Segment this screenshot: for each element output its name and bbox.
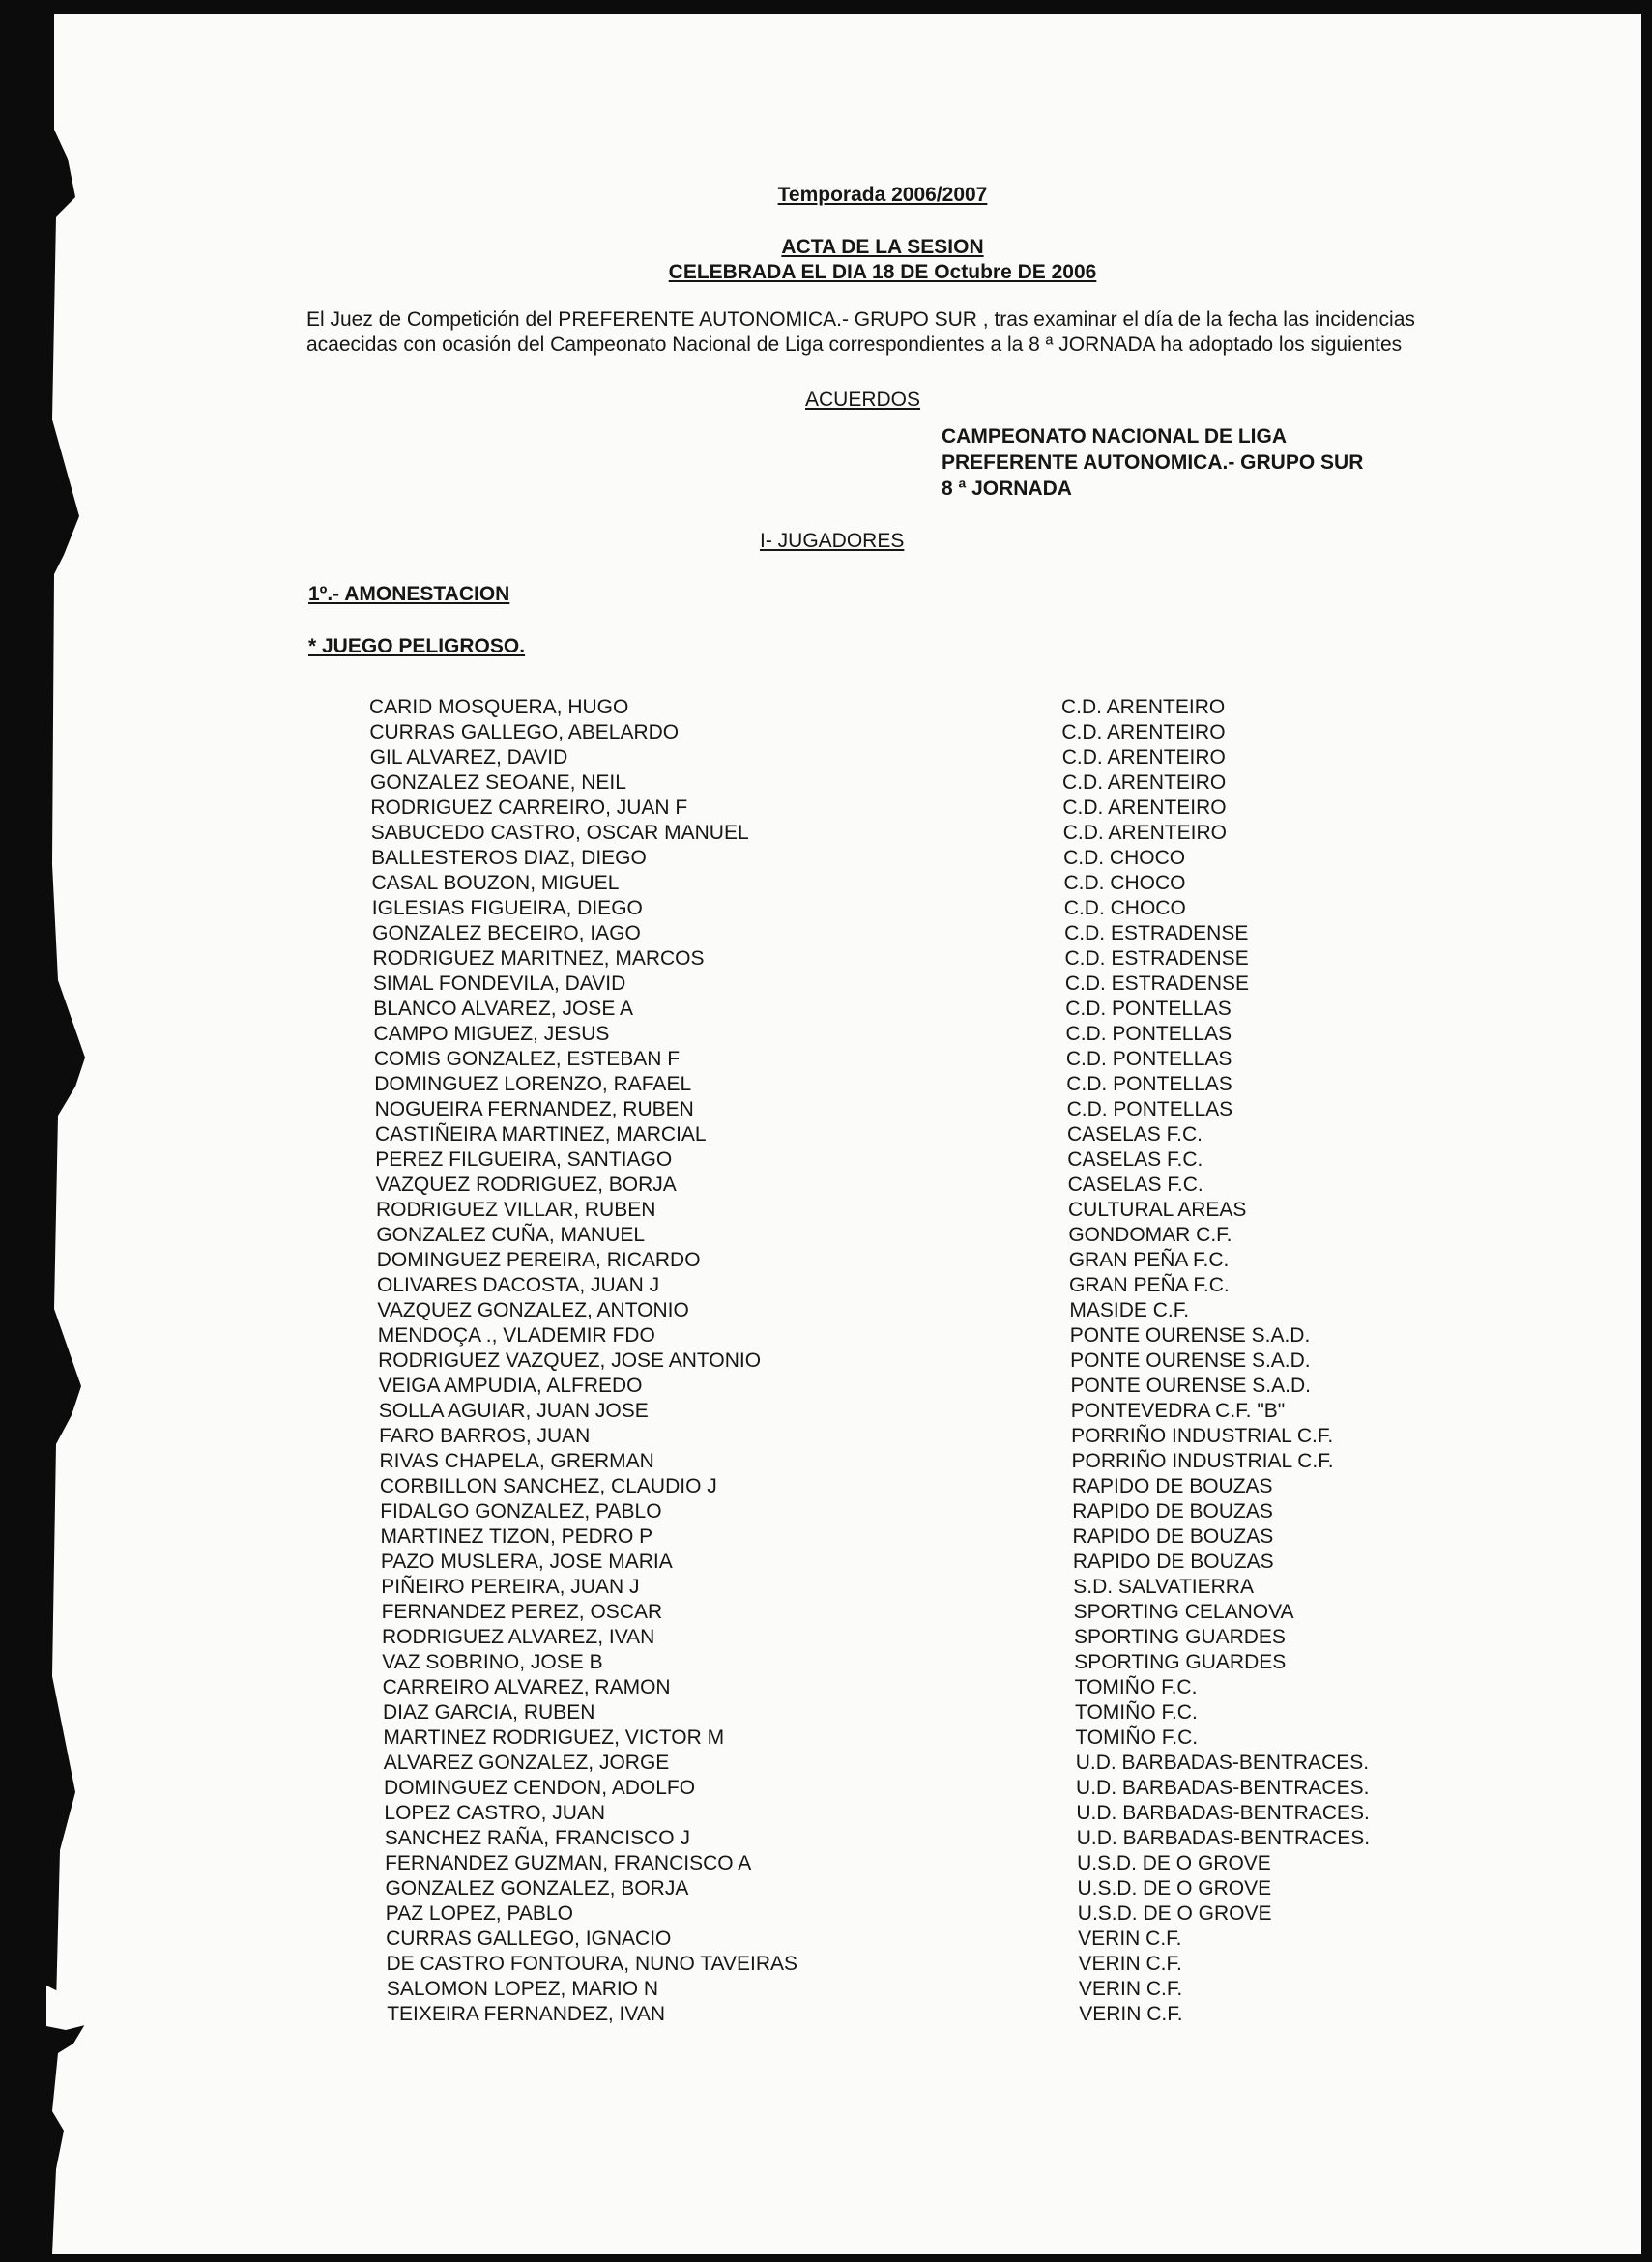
player-row [383, 1700, 1543, 1726]
player-name: DIAZ GARCIA, RUBEN [383, 1701, 595, 1724]
player-club: C.D. ARENTEIRO [1061, 746, 1226, 768]
session-date: CELEBRADA EL DIA 18 DE Octubre DE 2006 [668, 261, 1097, 283]
player-name: OLIVARES DACOSTA, JUAN J [377, 1274, 660, 1296]
player-row [372, 921, 1532, 946]
player-row [370, 745, 1530, 770]
player-row [379, 1424, 1539, 1449]
player-club: SPORTING GUARDES [1073, 1626, 1286, 1648]
player-club: PONTE OURENSE S.A.D. [1069, 1324, 1311, 1347]
player-name: CARID MOSQUERA, HUGO [369, 696, 629, 718]
player-club: MASIDE C.F. [1069, 1299, 1190, 1321]
player-club: PONTE OURENSE S.A.D. [1070, 1349, 1311, 1372]
championship-line-1: CAMPEONATO NACIONAL DE LIGA [942, 425, 1288, 448]
player-name: MARTINEZ TIZON, PEDRO P [380, 1525, 653, 1548]
player-row [380, 1499, 1540, 1524]
player-name: GIL ALVAREZ, DAVID [369, 746, 568, 768]
player-row [387, 1952, 1547, 1977]
player-club: TOMIÑO F.C. [1075, 1701, 1198, 1724]
player-name: NOGUEIRA FERNANDEZ, RUBEN [374, 1098, 694, 1120]
player-club: C.D. ESTRADENSE [1064, 922, 1249, 944]
player-name: MENDOÇA ., VLADEMIR FDO [377, 1324, 655, 1347]
player-club: U.D. BARBADAS-BENTRACES. [1076, 1777, 1370, 1799]
player-club: U.D. BARBADAS-BENTRACES. [1076, 1802, 1370, 1824]
player-row [377, 1248, 1537, 1273]
player-name: PIÑEIRO PEREIRA, JUAN J [381, 1576, 640, 1598]
player-row [387, 1977, 1547, 2002]
player-row [378, 1374, 1538, 1399]
player-name: PAZO MUSLERA, JOSE MARIA [380, 1551, 673, 1573]
player-name: RODRIGUEZ ALVAREZ, IVAN [381, 1626, 655, 1648]
player-row [371, 871, 1531, 896]
player-name: CURRAS GALLEGO, IGNACIO [386, 1928, 672, 1950]
player-club: U.D. BARBADAS-BENTRACES. [1076, 1827, 1371, 1849]
player-row [372, 896, 1532, 921]
player-club: C.D. CHOCO [1063, 847, 1186, 869]
player-name: MARTINEZ RODRIGUEZ, VICTOR M [383, 1726, 725, 1749]
player-row [376, 1198, 1536, 1223]
player-row [382, 1625, 1542, 1650]
player-name: CASAL BOUZON, MIGUEL [371, 872, 620, 894]
player-club: GRAN PEÑA F.C. [1068, 1249, 1230, 1271]
player-club: C.D. CHOCO [1063, 897, 1186, 919]
player-club: C.D. ARENTEIRO [1062, 797, 1227, 819]
player-club: U.S.D. DE O GROVE [1077, 1902, 1272, 1925]
player-row [375, 1122, 1535, 1147]
player-name: PAZ LOPEZ, PABLO [385, 1902, 573, 1925]
player-club: C.D. ESTRADENSE [1064, 972, 1250, 995]
player-row [369, 695, 1529, 720]
player-name: GONZALEZ SEOANE, NEIL [370, 771, 626, 794]
player-club: U.S.D. DE O GROVE [1077, 1852, 1271, 1874]
player-row [370, 770, 1530, 796]
player-row [373, 972, 1533, 997]
intro-line-2: acaecidas con ocasión del Campeonato Nacional de Liga correspondientes a la 8 ª JORNADA ha adoptado los siguientes [306, 334, 1403, 356]
player-club: CASELAS F.C. [1067, 1174, 1203, 1196]
player-club: TOMIÑO F.C. [1074, 1676, 1198, 1698]
player-club: C.D. PONTELLAS [1065, 1048, 1232, 1070]
player-club: C.D. ARENTEIRO [1061, 696, 1226, 718]
player-club: VERIN C.F. [1078, 1978, 1183, 2000]
player-row [374, 1047, 1534, 1072]
player-row [373, 946, 1533, 972]
player-row [376, 1173, 1536, 1198]
championship-line-2: PREFERENTE AUTONOMICA.- GRUPO SUR [942, 451, 1364, 474]
intro-paragraph [306, 307, 1563, 358]
player-row [378, 1323, 1538, 1348]
player-name: VAZQUEZ RODRIGUEZ, BORJA [375, 1174, 677, 1196]
player-club: CULTURAL AREAS [1068, 1199, 1247, 1221]
championship-line-3: 8 ª JORNADA [942, 478, 1072, 500]
player-row [385, 1876, 1545, 1901]
section-title: I- JUGADORES [760, 530, 905, 552]
player-row [385, 1826, 1545, 1851]
player-row [382, 1600, 1542, 1625]
player-name: BALLESTEROS DIAZ, DIEGO [371, 847, 647, 869]
player-name: SANCHEZ RAÑA, FRANCISCO J [384, 1827, 690, 1849]
player-name: RODRIGUEZ MARITNEZ, MARCOS [372, 947, 705, 970]
player-club: C.D. PONTELLAS [1066, 1073, 1232, 1095]
player-name: SOLLA AGUIAR, JUAN JOSE [378, 1400, 649, 1422]
player-club: C.D. PONTELLAS [1065, 998, 1232, 1020]
player-name: SABUCEDO CASTRO, OSCAR MANUEL [370, 822, 749, 844]
player-name: ALVAREZ GONZALEZ, JORGE [383, 1752, 670, 1774]
subsection-title: 1º.- AMONESTACION [308, 583, 510, 605]
player-club: RAPIDO DE BOUZAS [1072, 1525, 1274, 1548]
player-row [374, 1022, 1534, 1047]
player-club: CASELAS F.C. [1067, 1148, 1203, 1171]
player-name: GONZALEZ BECEIRO, IAGO [372, 922, 641, 944]
player-row [374, 1072, 1534, 1097]
player-row [387, 2002, 1547, 2027]
player-name: VAZQUEZ GONZALEZ, ANTONIO [377, 1299, 689, 1321]
player-row [380, 1449, 1540, 1474]
player-name: IGLESIAS FIGUEIRA, DIEGO [371, 897, 643, 919]
player-name: TEIXEIRA FERNANDEZ, IVAN [387, 2003, 666, 2025]
player-club: C.D. ARENTEIRO [1062, 771, 1227, 794]
player-row [381, 1550, 1541, 1575]
player-club: C.D. CHOCO [1063, 872, 1186, 894]
player-row [371, 846, 1531, 871]
player-name: GONZALEZ GONZALEZ, BORJA [385, 1877, 689, 1900]
player-row [381, 1524, 1541, 1550]
player-name: CARREIRO ALVAREZ, RAMON [382, 1676, 671, 1698]
player-row [386, 1927, 1546, 1952]
category-title: * JUEGO PELIGROSO. [308, 635, 526, 657]
player-name: VEIGA AMPUDIA, ALFREDO [378, 1375, 643, 1397]
player-club: U.D. BARBADAS-BENTRACES. [1075, 1752, 1370, 1774]
intro-line-1: El Juez de Competición del PREFERENTE AUTONOMICA.- GRUPO SUR , tras examinar el día de la fecha las incidencias [306, 308, 1415, 331]
player-row [376, 1223, 1536, 1248]
player-row [381, 1575, 1541, 1600]
player-name: RODRIGUEZ CARREIRO, JUAN F [370, 797, 688, 819]
player-row [386, 1901, 1546, 1927]
torn-edge-shape [46, 14, 172, 2254]
player-row [375, 1147, 1535, 1173]
player-row [379, 1399, 1539, 1424]
player-row [384, 1801, 1544, 1826]
player-name: VAZ SOBRINO, JOSE B [382, 1651, 603, 1673]
player-name: CORBILLON SANCHEZ, CLAUDIO J [379, 1475, 717, 1497]
player-row [371, 821, 1531, 846]
player-row [383, 1726, 1543, 1751]
player-club: U.S.D. DE O GROVE [1077, 1877, 1272, 1900]
player-name: DE CASTRO FONTOURA, NUNO TAVEIRAS [386, 1953, 797, 1975]
player-name: PEREZ FILGUEIRA, SANTIAGO [375, 1148, 673, 1171]
player-name: LOPEZ CASTRO, JUAN [384, 1802, 606, 1824]
player-name: FERNANDEZ PEREZ, OSCAR [381, 1601, 663, 1623]
player-name: RIVAS CHAPELA, GRERMAN [379, 1450, 654, 1472]
player-name: DOMINGUEZ LORENZO, RAFAEL [374, 1073, 692, 1095]
player-club: VERIN C.F. [1078, 1928, 1182, 1950]
player-name: CASTIÑEIRA MARTINEZ, MARCIAL [374, 1123, 707, 1146]
player-club: PORRIÑO INDUSTRIAL C.F. [1071, 1425, 1334, 1447]
player-row [373, 997, 1533, 1022]
player-club: VERIN C.F. [1079, 2003, 1183, 2025]
player-club: SPORTING CELANOVA [1073, 1601, 1294, 1623]
player-club: C.D. ARENTEIRO [1062, 822, 1227, 844]
player-row [384, 1776, 1544, 1801]
player-name: FARO BARROS, JUAN [379, 1425, 591, 1447]
player-name: RODRIGUEZ VILLAR, RUBEN [376, 1199, 656, 1221]
player-club: RAPIDO DE BOUZAS [1072, 1551, 1274, 1573]
player-name: BLANCO ALVAREZ, JOSE A [373, 998, 634, 1020]
player-name: FIDALGO GONZALEZ, PABLO [380, 1500, 662, 1522]
player-row [375, 1097, 1535, 1122]
document-page [46, 14, 1641, 2254]
player-row [370, 796, 1530, 821]
agreements-label: ACUERDOS [805, 389, 921, 411]
player-club: VERIN C.F. [1078, 1953, 1182, 1975]
player-name: SALOMON LOPEZ, MARIO N [386, 1978, 659, 2000]
player-club: PONTEVEDRA C.F. "B" [1070, 1400, 1286, 1422]
player-row [383, 1675, 1543, 1700]
season-heading: Temporada 2006/2007 [777, 184, 988, 206]
player-club: GONDOMAR C.F. [1068, 1224, 1232, 1246]
player-name: COMIS GONZALEZ, ESTEBAN F [373, 1048, 681, 1070]
acta-title: ACTA DE LA SESION [781, 236, 984, 258]
player-name: RODRIGUEZ VAZQUEZ, JOSE ANTONIO [378, 1349, 762, 1372]
player-row [378, 1348, 1538, 1374]
player-club: SPORTING GUARDES [1074, 1651, 1287, 1673]
player-club: PORRIÑO INDUSTRIAL C.F. [1071, 1450, 1334, 1472]
player-club: GRAN PEÑA F.C. [1069, 1274, 1230, 1296]
player-name: SIMAL FONDEVILA, DAVID [372, 972, 626, 995]
player-name: DOMINGUEZ CENDON, ADOLFO [384, 1777, 696, 1799]
player-name: GONZALEZ CUÑA, MANUEL [376, 1224, 646, 1246]
player-club: CASELAS F.C. [1066, 1123, 1203, 1146]
player-row [377, 1298, 1537, 1323]
championship-block [942, 423, 1363, 502]
player-name: FERNANDEZ GUZMAN, FRANCISCO A [385, 1852, 752, 1874]
player-club: C.D. ARENTEIRO [1061, 721, 1226, 743]
player-club: RAPIDO DE BOUZAS [1072, 1500, 1273, 1522]
player-club: C.D. PONTELLAS [1066, 1098, 1233, 1120]
player-club: C.D. PONTELLAS [1065, 1023, 1232, 1045]
player-row [385, 1851, 1545, 1876]
player-row [382, 1650, 1542, 1675]
player-club: TOMIÑO F.C. [1075, 1726, 1199, 1749]
player-name: CAMPO MIGUEZ, JESUS [373, 1023, 610, 1045]
player-row [380, 1474, 1540, 1499]
player-club: C.D. ESTRADENSE [1064, 947, 1249, 970]
player-name: DOMINGUEZ PEREIRA, RICARDO [376, 1249, 701, 1271]
player-row [384, 1751, 1544, 1776]
player-club: S.D. SALVATIERRA [1073, 1576, 1254, 1598]
player-club: RAPIDO DE BOUZAS [1071, 1475, 1273, 1497]
player-row [369, 720, 1529, 745]
player-name: CURRAS GALLEGO, ABELARDO [369, 721, 680, 743]
player-row [377, 1273, 1537, 1298]
player-club: PONTE OURENSE S.A.D. [1070, 1375, 1311, 1397]
player-list [369, 695, 1529, 2027]
